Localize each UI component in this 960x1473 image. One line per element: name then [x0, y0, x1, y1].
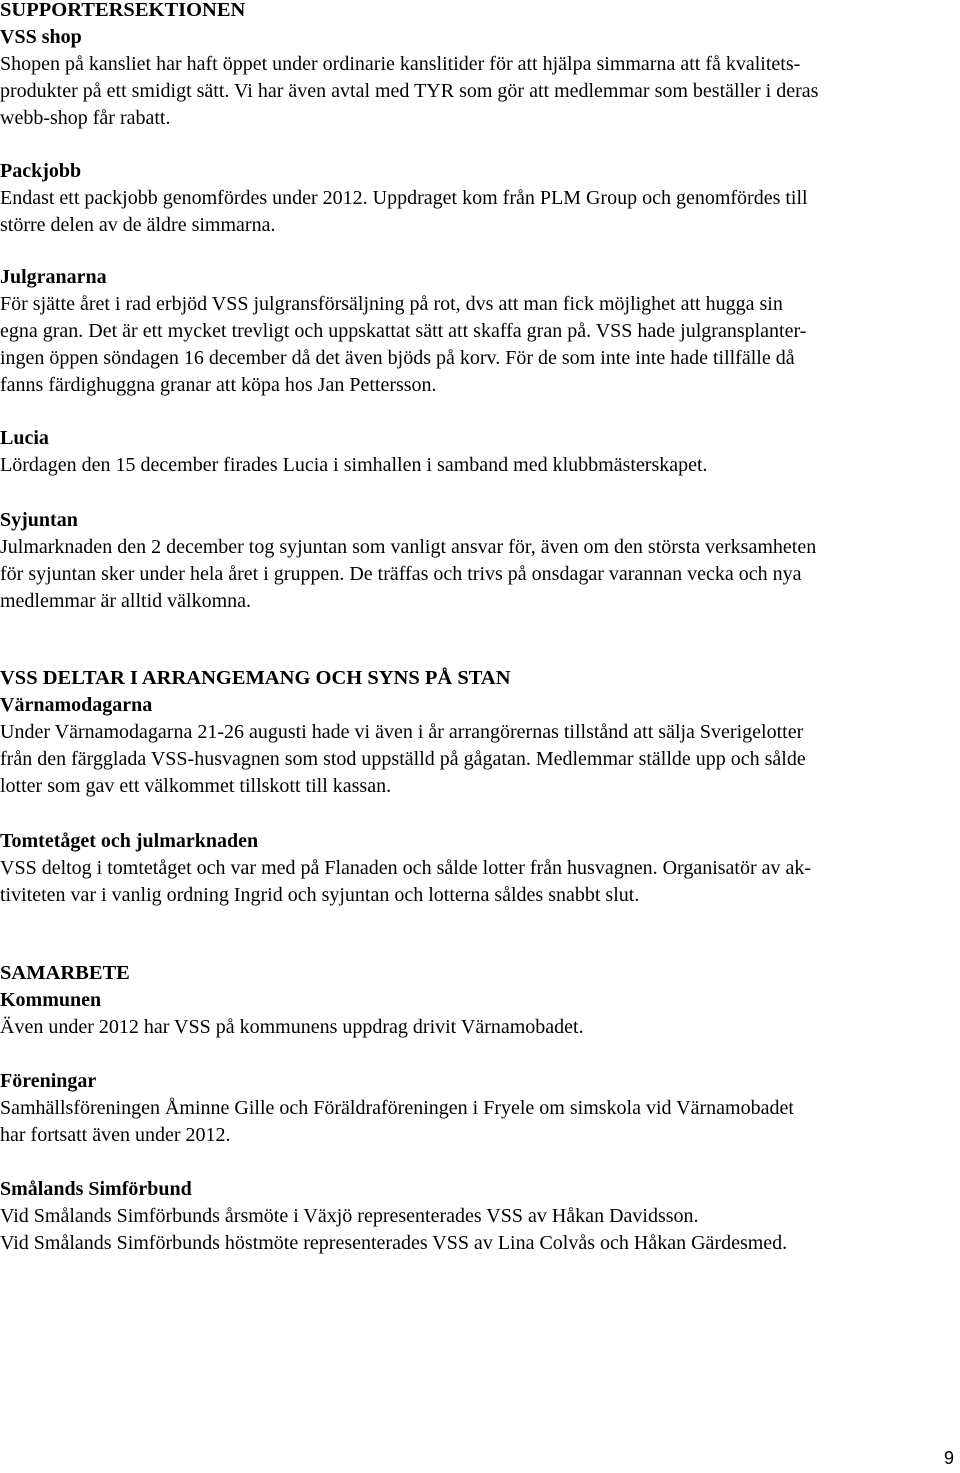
subheading-packjobb: Packjobb	[0, 160, 82, 182]
text-line: Lördagen den 15 december firades Lucia i simhallen i samband med klubbmästerskapet.	[0, 454, 708, 476]
text-line: För sjätte året i rad erbjöd VSS julgransförsäljning på rot, dvs att man fick möjlighet att hugga sin	[0, 293, 783, 315]
paragraph-lucia	[0, 452, 960, 479]
paragraph-julgranarna	[0, 291, 960, 399]
subsection-syjuntan	[0, 507, 960, 615]
paragraph-kommunen	[0, 1014, 960, 1041]
text-line: Julmarknaden den 2 december tog syjuntan som vanligt ansvar för, även om den största verksamheten	[0, 536, 817, 558]
subsection-julgranarna	[0, 264, 960, 399]
text-line: för syjuntan sker under hela året i gruppen. De träffas och trivs på onsdagar varannan vecka och nya	[0, 563, 802, 585]
subsection-packjobb	[0, 158, 960, 239]
subsection-tomtetaget	[0, 828, 960, 909]
text-line: Under Värnamodagarna 21-26 augusti hade vi även i år arrangörernas tillstånd att sälja Sverigelotter	[0, 721, 804, 743]
paragraph-foreningar	[0, 1095, 960, 1149]
text-line: Samhällsföreningen Åminne Gille och Föräldraföreningen i Fryele om simskola vid Värnamobadet	[0, 1097, 794, 1119]
section-heading-events: VSS DELTAR I ARRANGEMANG OCH SYNS PÅ STAN	[0, 667, 511, 689]
subsection-foreningar	[0, 1068, 960, 1149]
section-heading-cooperation: SAMARBETE	[0, 962, 130, 984]
paragraph-packjobb	[0, 185, 960, 239]
text-line: från den färgglada VSS-husvagnen som stod uppställd på gågatan. Medlemmar ställde upp och sålde	[0, 748, 806, 770]
section-heading-support: SUPPORTERSEKTIONEN	[0, 0, 246, 21]
subheading-varnamodagarna: Värnamodagarna	[0, 694, 153, 716]
subheading-foreningar: Föreningar	[0, 1070, 97, 1092]
text-line: Endast ett packjobb genomfördes under 2012. Uppdraget kom från PLM Group och genomfördes till	[0, 187, 808, 209]
text-line: ingen öppen söndagen 16 december då det även bjöds på korv. För de som inte inte hade tillfälle då	[0, 347, 795, 369]
text-line: lotter som gav ett välkommet tillskott till kassan.	[0, 775, 392, 797]
subheading-simforbund: Smålands Simförbund	[0, 1178, 192, 1200]
section-events	[0, 665, 960, 800]
text-line: egna gran. Det är ett mycket trevligt och uppskattat sätt att skaffa gran på. VSS hade julgransplanter-	[0, 320, 807, 342]
text-line: produkter på ett smidigt sätt. Vi har även avtal med TYR som gör att medlemmar som beställer i deras	[0, 80, 819, 102]
subsection-lucia	[0, 425, 960, 479]
text-line: webb-shop får rabatt.	[0, 107, 171, 129]
paragraph-vss-shop	[0, 51, 960, 132]
text-line: Vid Smålands Simförbunds årsmöte i Växjö representerades VSS av Håkan Davidsson.	[0, 1205, 699, 1227]
section-support	[0, 0, 960, 132]
subheading-tomtetaget: Tomtetåget och julmarknaden	[0, 830, 259, 852]
text-line: fanns färdighuggna granar att köpa hos Jan Pettersson.	[0, 374, 437, 396]
text-line: Shopen på kansliet har haft öppet under ordinarie kanslitider för att hjälpa simmarna att få kvalitets-	[0, 53, 801, 75]
text-line: Även under 2012 har VSS på kommunens uppdrag drivit Värnamobadet.	[0, 1016, 584, 1038]
paragraph-simforbund	[0, 1203, 960, 1257]
text-line: har fortsatt även under 2012.	[0, 1124, 231, 1146]
paragraph-tomtetaget	[0, 855, 960, 909]
paragraph-syjuntan	[0, 534, 960, 615]
text-line: VSS deltog i tomtetåget och var med på Flanaden och sålde lotter från husvagnen. Organisatör av ak-	[0, 857, 812, 879]
text-line: större delen av de äldre simmarna.	[0, 214, 276, 236]
subheading-lucia: Lucia	[0, 427, 49, 449]
text-line: medlemmar är alltid välkomna.	[0, 590, 252, 612]
text-line: Vid Smålands Simförbunds höstmöte representerades VSS av Lina Colvås och Håkan Gärdesmed.	[0, 1232, 788, 1254]
subheading-vss-shop: VSS shop	[0, 26, 82, 48]
page-number: 9	[944, 1448, 955, 1468]
subsection-simforbund	[0, 1176, 960, 1257]
section-cooperation	[0, 960, 960, 1041]
subheading-syjuntan: Syjuntan	[0, 509, 78, 531]
paragraph-varnamodagarna	[0, 719, 960, 800]
subheading-julgranarna: Julgranarna	[0, 266, 107, 288]
subheading-kommunen: Kommunen	[0, 989, 102, 1011]
text-line: tiviteten var i vanlig ordning Ingrid och syjuntan och lotterna såldes snabbt slut.	[0, 884, 640, 906]
